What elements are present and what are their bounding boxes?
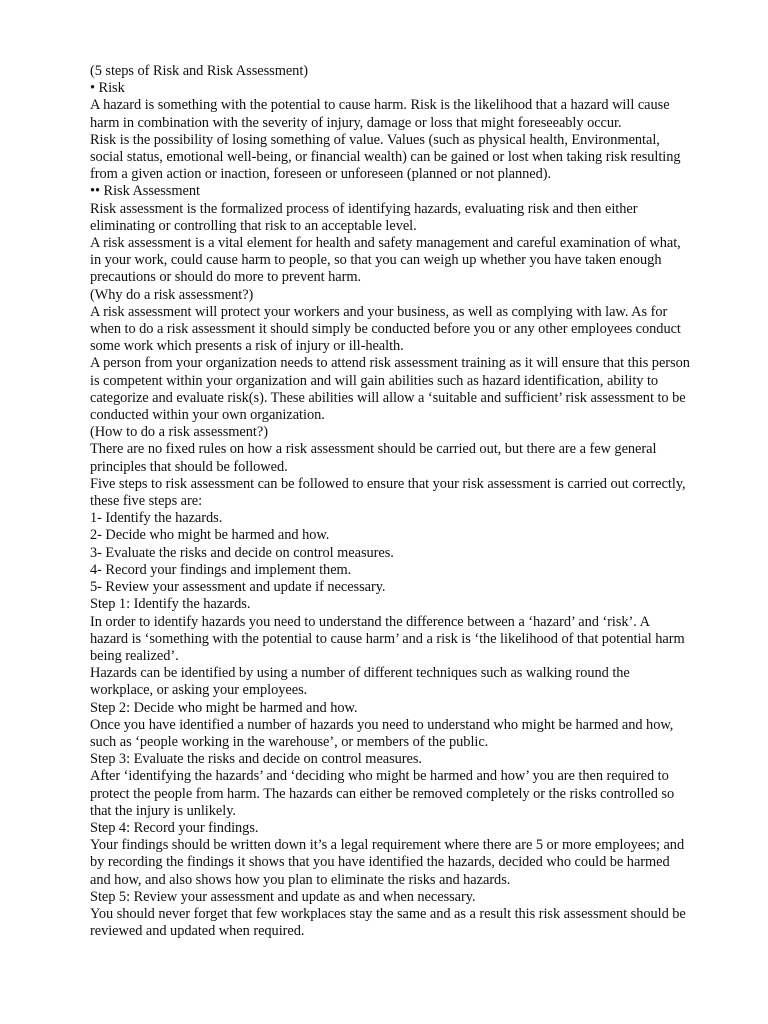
list-item-5: 5- Review your assessment and update if necessary. [90,579,386,596]
list-item-1: 1- Identify the hazards. [90,510,223,527]
subheading-why: (Why do a risk assessment?) [90,286,254,303]
paragraph: A person from your organization needs to attend risk assessment training as it will ensure that this person is competent within your organization and will gain abilities such as hazard identification, ability to categorize and evaluate risk(s). These abilities will allow a ‘suitable and sufficient’ risk assessment to be conducted within your own organization. [90,355,690,424]
paragraph: You should never forget that few workplaces stay the same and as a result this risk assessment should be reviewed and updated when required. [90,905,686,940]
paragraph: Your findings should be written down it’s a legal requirement where there are 5 or more employees; and by recording the findings it shows that you have identified the hazards, decided who could be harmed and how, and also shows how you plan to eliminate the risks and hazards. [90,837,685,888]
section-heading-risk-assessment: •• Risk Assessment [90,183,200,200]
paragraph: Hazards can be identified by using a number of different techniques such as walking round the workplace, or asking your employees. [90,665,630,699]
step-3-heading: Step 3: Evaluate the risks and decide on control measures. [90,751,422,768]
paragraph: A hazard is something with the potential to cause harm. Risk is the likelihood that a hazard will cause harm in combination with the severity of injury, damage or loss that might foreseeably occur. [90,97,670,131]
paragraph: Five steps to risk assessment can be followed to ensure that your risk assessment is carried out correctly, these five steps are: [90,475,686,510]
subheading-how: (How to do a risk assessment?) [90,424,268,441]
step-2-heading: Step 2: Decide who might be harmed and how. [90,699,358,716]
paragraph: After ‘identifying the hazards’ and ‘deciding who might be harmed and how’ you are then required to protect the people from harm. The hazards can either be removed completely or the risks controlled so that the injury is unlikely. [90,768,675,819]
paragraph: In order to identify hazards you need to understand the difference between a ‘hazard’ and ‘risk’. A hazard is ‘something with the potential to cause harm’ and a risk is ‘the likelihood of that potential harm being realized’. [90,613,685,664]
paragraph: Risk assessment is the formalized process of identifying hazards, evaluating risk and then either eliminating or controlling that risk to an acceptable level. [90,200,638,234]
paragraph: Risk is the possibility of losing something of value. Values (such as physical health, Environmental, social status, emotional well-being, or financial wealth) can be gained or lost when taking risk resulting from a given action or inaction, foreseen or unforeseen (planned or not planned). [90,131,681,183]
step-1-heading: Step 1: Identify the hazards. [90,596,251,613]
paragraph: There are no fixed rules on how a risk assessment should be carried out, but there are a few general principles that should be followed. [90,441,657,475]
list-item-3: 3- Evaluate the risks and decide on control measures. [90,544,394,561]
list-item-2: 2- Decide who might be harmed and how. [90,527,330,544]
step-5-heading: Step 5: Review your assessment and update as and when necessary. [90,888,476,905]
document-page [90,63,690,940]
step-4-heading: Step 4: Record your findings. [90,819,259,836]
section-heading-risk: • Risk [90,80,125,97]
paragraph: A risk assessment will protect your workers and your business, as well as complying with law. As for when to do a risk assessment it should simply be conducted before you or any other employees conduct some work which presents a risk of injury or ill-health. [90,303,681,355]
paragraph: Once you have identified a number of hazards you need to understand who might be harmed and how, such as ‘people working in the warehouse’, or members of the public. [90,716,674,750]
document-title: (5 steps of Risk and Risk Assessment) [90,63,309,79]
list-item-4: 4- Record your findings and implement them. [90,561,352,578]
paragraph: A risk assessment is a vital element for health and safety management and careful examination of what, in your work, could cause harm to people, so that you can weigh up whether you have taken enough precautions or should do more to prevent harm. [90,235,681,286]
